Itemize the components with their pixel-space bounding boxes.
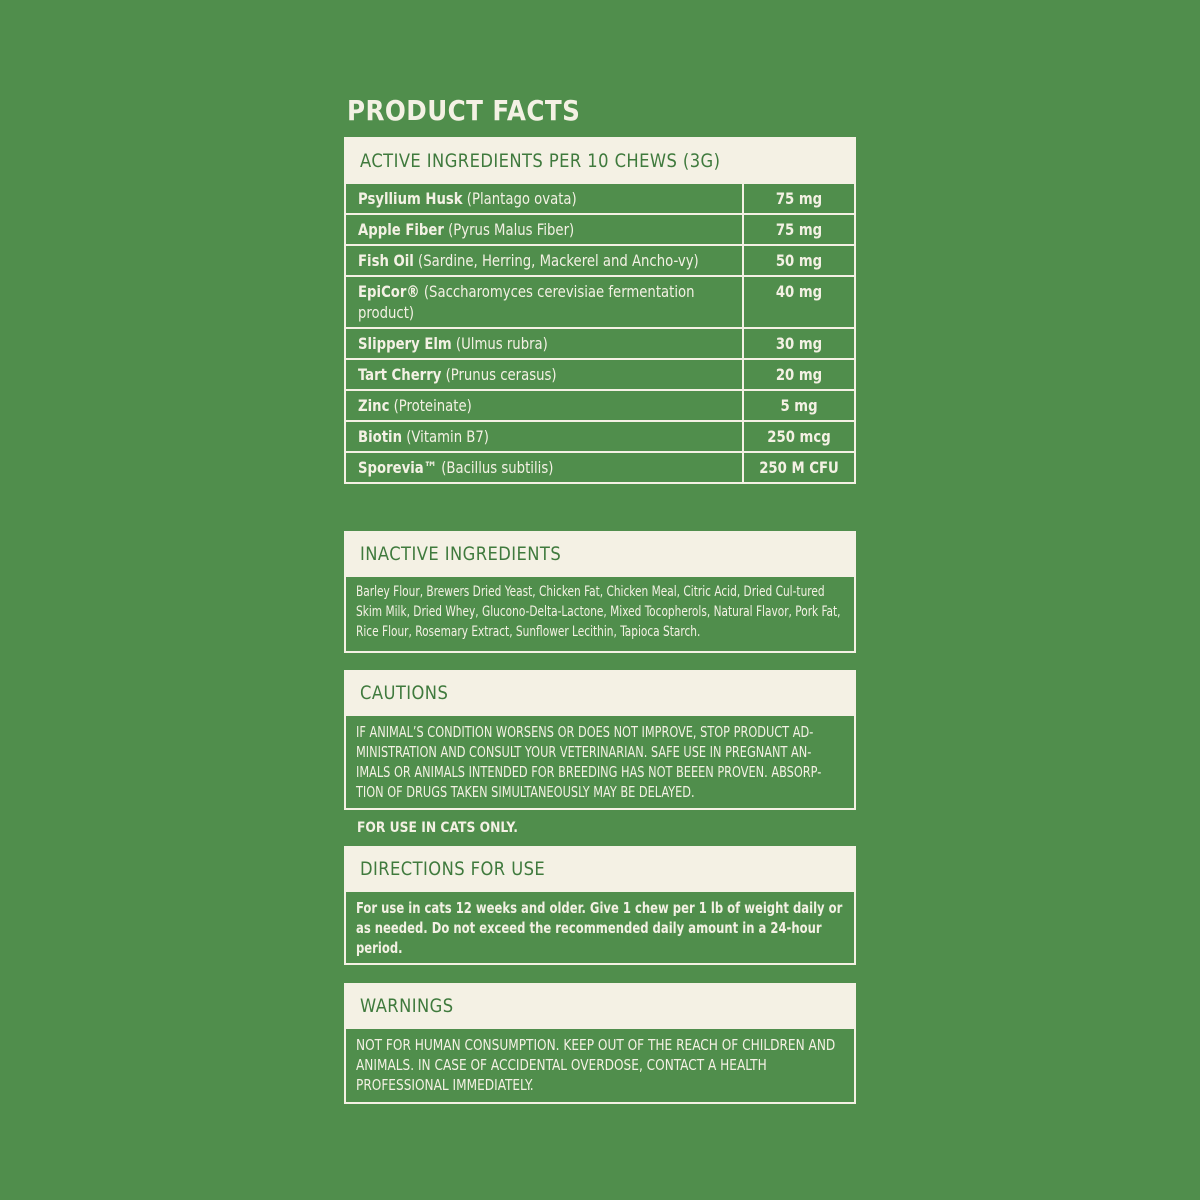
- ingredient-amount: [743, 214, 854, 245]
- ingredient-text: [358, 250, 730, 271]
- ingredient-cell: [346, 421, 743, 452]
- ingredient-detail: (Proteinate): [389, 396, 472, 415]
- ingredient-row: [346, 328, 854, 359]
- ingredient-amount-text: 75 mg: [775, 189, 823, 208]
- ingredient-amount: [743, 245, 854, 276]
- ingredient-amount: [743, 328, 854, 359]
- ingredient-amount-text: 30 mg: [775, 334, 823, 353]
- ingredient-name: Slippery Elm: [358, 334, 452, 353]
- ingredient-detail: (Plantago ovata): [462, 189, 577, 208]
- ingredient-amount: [743, 421, 854, 452]
- ingredient-cell: [346, 183, 743, 214]
- ingredient-cell: [346, 245, 743, 276]
- ingredient-amount-text: 250 mcg: [767, 427, 831, 446]
- ingredient-name: Fish Oil: [358, 251, 414, 270]
- ingredient-detail: (Pyrus Malus Fiber): [443, 220, 575, 239]
- ingredient-detail: (Ulmus rubra): [451, 334, 548, 353]
- ingredient-row: [346, 245, 854, 276]
- cats-only-notice: FOR USE IN CATS ONLY.: [357, 820, 518, 836]
- ingredient-amount: [743, 452, 854, 482]
- warnings-panel: [344, 983, 856, 1104]
- ingredient-text: [358, 395, 730, 416]
- ingredient-row: [346, 183, 854, 214]
- ingredient-row: [346, 390, 854, 421]
- inactive-ingredients-heading: INACTIVE INGREDIENTS: [346, 533, 854, 575]
- ingredient-amount-text: 250 M CFU: [759, 458, 839, 477]
- ingredient-row: [346, 276, 854, 328]
- ingredient-detail: (Vitamin B7): [402, 427, 489, 446]
- ingredient-amount-text: 75 mg: [775, 220, 823, 239]
- ingredient-detail: (Bacillus subtilis): [436, 458, 554, 477]
- ingredient-row: [346, 421, 854, 452]
- cautions-panel: [344, 670, 856, 810]
- ingredient-detail: (Saccharomyces cerevisiae fermentation product): [358, 282, 695, 322]
- ingredient-cell: [346, 214, 743, 245]
- ingredient-amount: [743, 276, 854, 328]
- inactive-ingredients-panel: [344, 531, 856, 653]
- ingredient-text: [358, 333, 730, 354]
- directions-panel: [344, 846, 856, 965]
- ingredient-cell: [346, 452, 743, 482]
- ingredient-text: [358, 219, 730, 240]
- ingredient-row: [346, 452, 854, 482]
- ingredient-name: Sporevia™: [358, 458, 437, 477]
- ingredient-cell: [346, 276, 743, 328]
- ingredient-detail: (Prunus cerasus): [441, 365, 557, 384]
- ingredient-name: Tart Cherry: [358, 365, 442, 384]
- ingredient-amount: [743, 359, 854, 390]
- ingredient-row: [346, 359, 854, 390]
- ingredient-cell: [346, 328, 743, 359]
- cautions-heading: CAUTIONS: [346, 672, 854, 714]
- ingredient-amount-text: 40 mg: [775, 282, 823, 301]
- cautions-text: IF ANIMAL’S CONDITION WORSENS OR DOES NOT IMPROVE, STOP PRODUCT AD-MINISTRATION AND CONSULT YOUR VETERINARIAN. SAFE USE IN PREGNANT AN-IMALS OR ANIMALS INTENDED FOR BREEDING HAS NOT BEEEN PROVEN. ABSORP-TION OF DRUGS TAKEN SIMULTANEOUSLY MAY BE DELAYED.: [346, 714, 854, 810]
- ingredient-amount-text: 5 mg: [780, 396, 818, 415]
- page-title: PRODUCT FACTS: [347, 94, 581, 127]
- ingredient-text: [358, 188, 730, 209]
- inactive-ingredients-text: Barley Flour, Brewers Dried Yeast, Chicken Fat, Chicken Meal, Citric Acid, Dried Cul-tured Skim Milk, Dried Whey, Glucono-Delta-Lactone, Mixed Tocopherols, Natural Flavor, Pork Fat, Rice Flour, Rosemary Extract, Sunflower Lecithin, Tapioca Starch.: [346, 575, 854, 650]
- ingredient-row: [346, 214, 854, 245]
- ingredient-name: Apple Fiber: [358, 220, 444, 239]
- active-ingredients-table: [346, 182, 854, 482]
- ingredient-text: [358, 281, 730, 323]
- ingredient-amount: [743, 390, 854, 421]
- ingredient-text: [358, 457, 730, 478]
- ingredient-detail: (Sardine, Herring, Mackerel and Ancho-vy): [413, 251, 699, 270]
- active-ingredients-heading: ACTIVE INGREDIENTS PER 10 CHEWS (3G): [346, 139, 854, 182]
- ingredient-name: EpiCor®: [358, 282, 420, 301]
- warnings-heading: WARNINGS: [346, 985, 854, 1027]
- ingredient-amount-text: 50 mg: [775, 251, 823, 270]
- directions-heading: DIRECTIONS FOR USE: [346, 848, 854, 890]
- ingredient-amount: [743, 183, 854, 214]
- ingredient-text: [358, 364, 730, 385]
- warnings-text: NOT FOR HUMAN CONSUMPTION. KEEP OUT OF THE REACH OF CHILDREN AND ANIMALS. IN CASE OF ACCIDENTAL OVERDOSE, CONTACT A HEALTH PROFESSIONAL IMMEDIATELY.: [346, 1027, 854, 1103]
- ingredient-name: Zinc: [358, 396, 390, 415]
- ingredient-name: Biotin: [358, 427, 403, 446]
- ingredient-cell: [346, 359, 743, 390]
- ingredient-cell: [346, 390, 743, 421]
- active-ingredients-panel: [344, 137, 856, 484]
- directions-text: For use in cats 12 weeks and older. Give 1 chew per 1 lb of weight daily or as needed. Do not exceed the recommended daily amount in a 24-hour period.: [346, 890, 854, 966]
- ingredient-text: [358, 426, 730, 447]
- ingredient-amount-text: 20 mg: [775, 365, 823, 384]
- ingredient-name: Psyllium Husk: [358, 189, 463, 208]
